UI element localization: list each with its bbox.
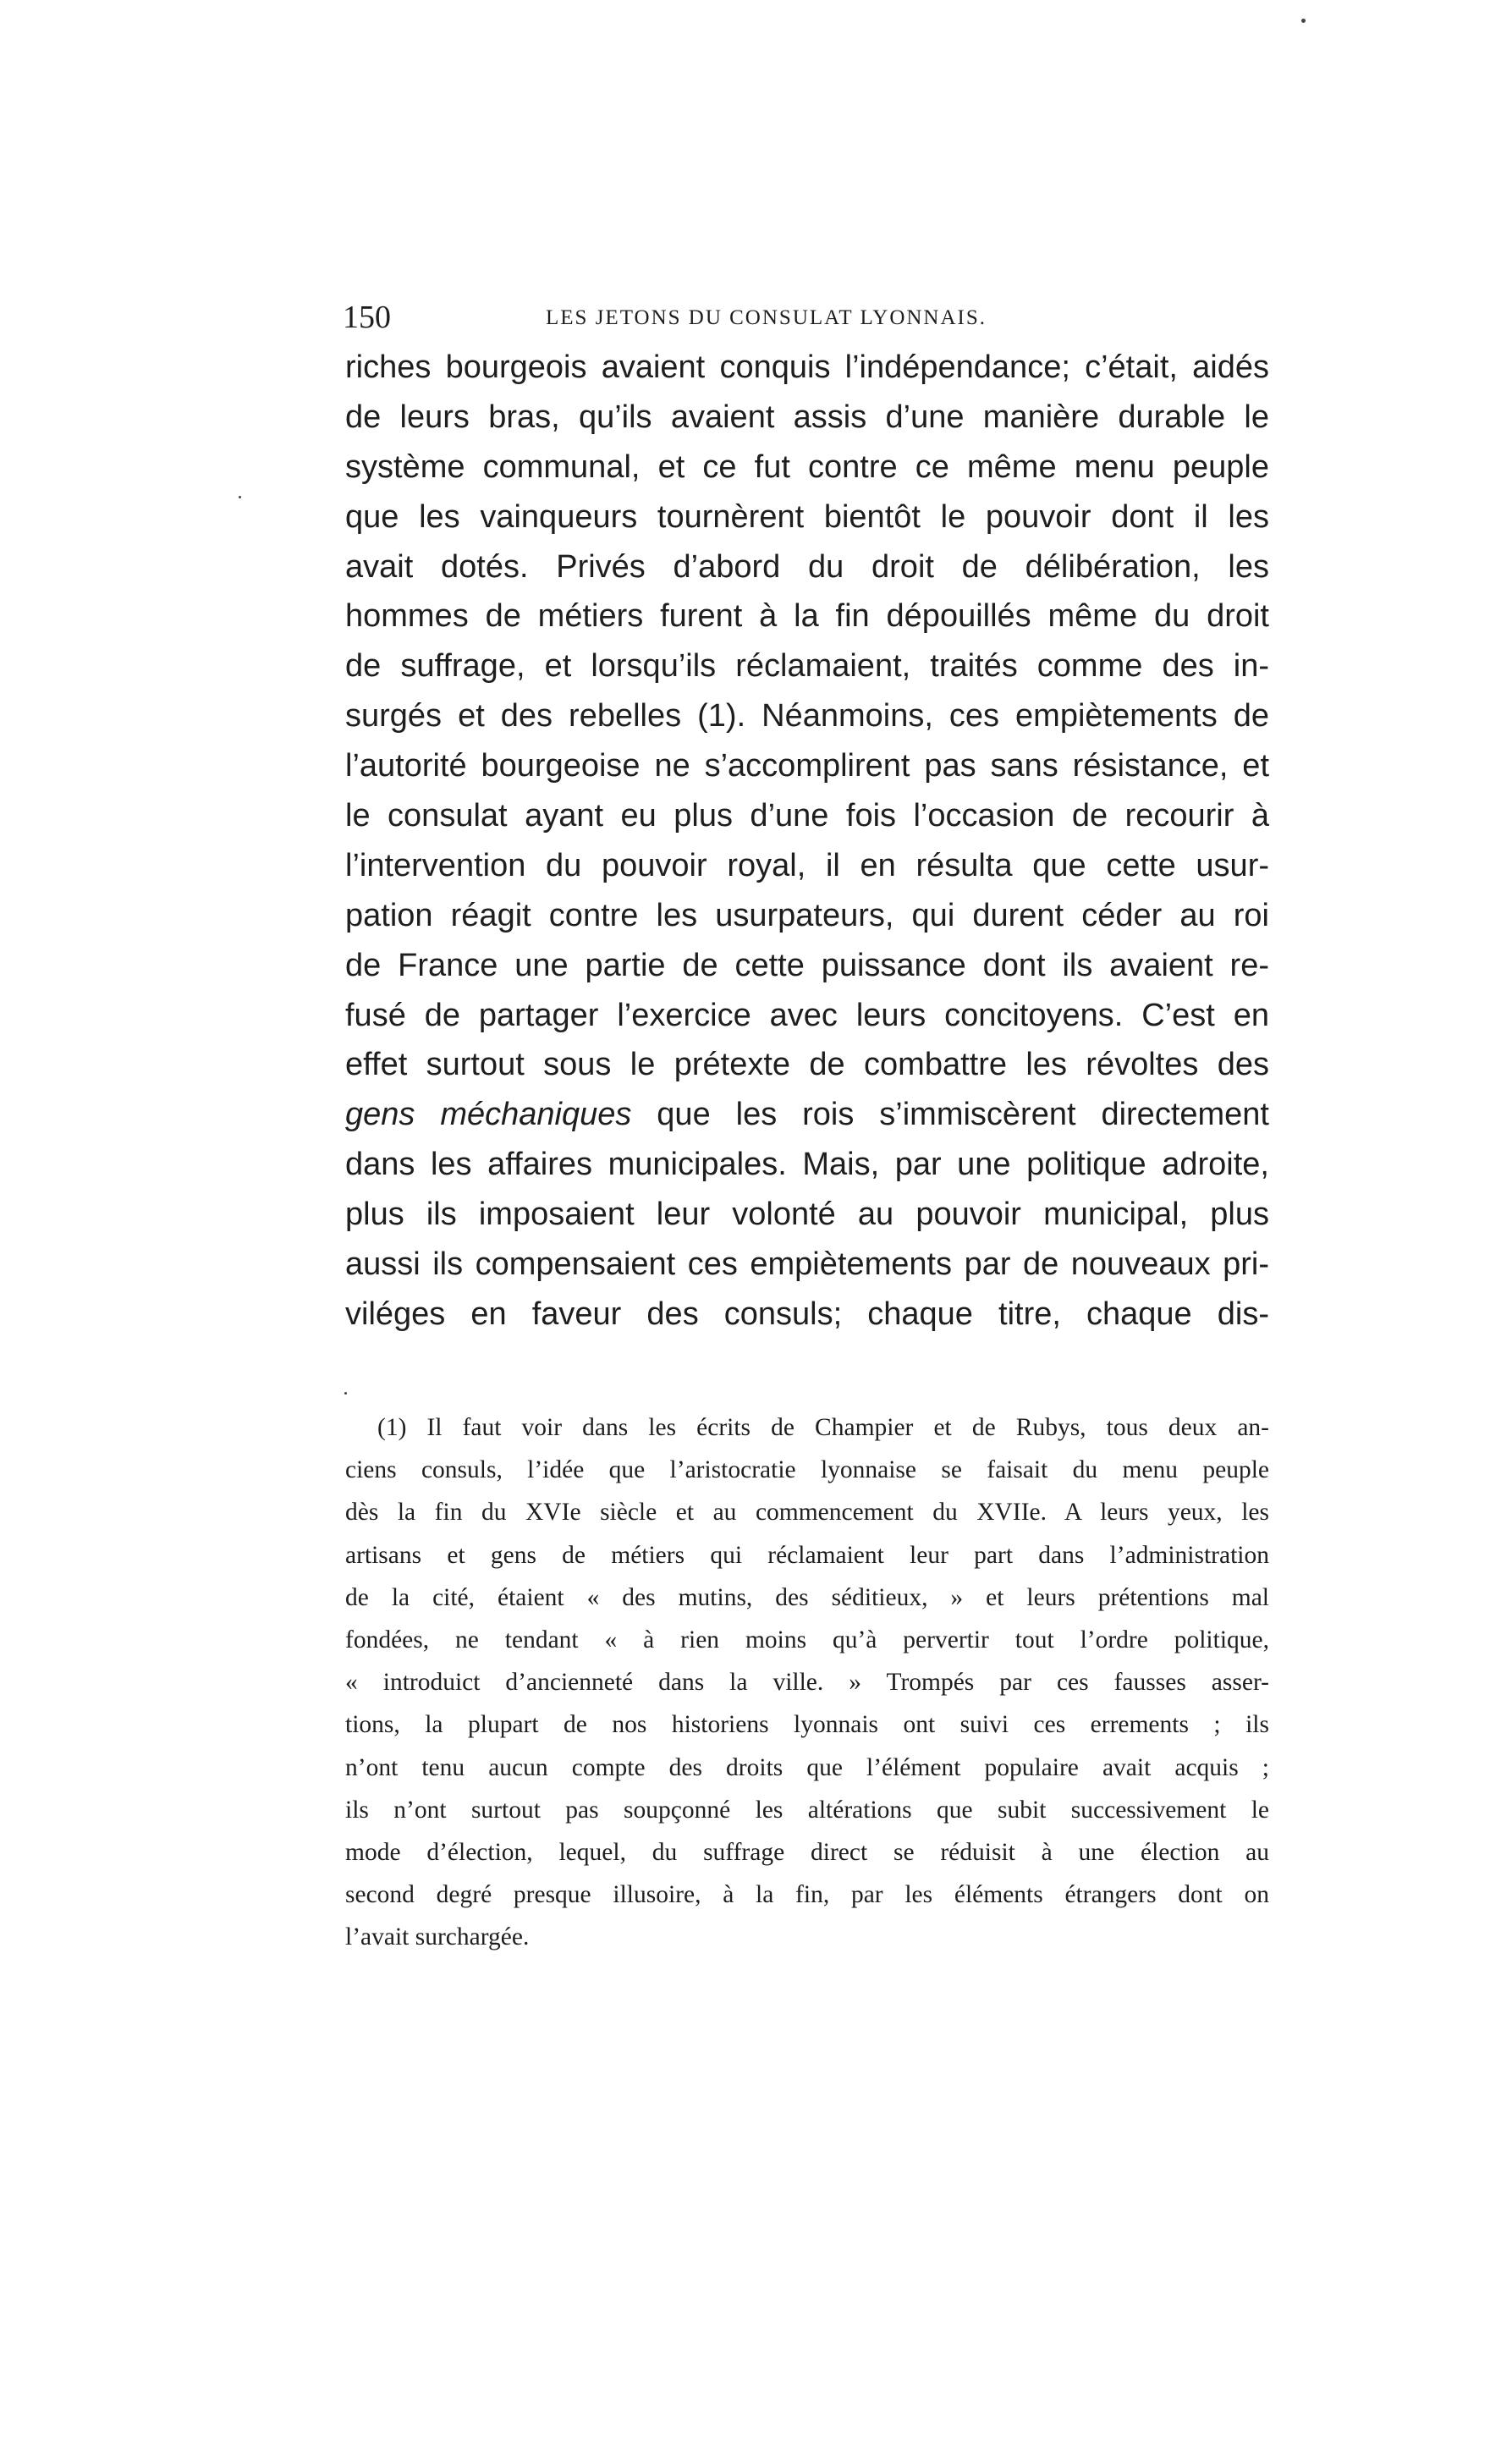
- footnote-line: tions, la plupart de nos historiens lyonnais ont suivi ces errements ; ils: [345, 1711, 1269, 1739]
- scan-speck: [239, 496, 241, 498]
- body-line-with-italic: [345, 1090, 1269, 1140]
- running-head: [343, 296, 1269, 338]
- footnote-line: (1) Il faut voir dans les écrits de Champier et de Rubys, tous deux an-: [377, 1414, 1269, 1441]
- footnote-line: ils n’ont surtout pas soupçonné les altérations que subit successivement le: [345, 1796, 1269, 1824]
- body-line: surgés et des rebelles (1). Néanmoins, ces empiètements de: [345, 698, 1269, 735]
- footnote-line: artisans et gens de métiers qui réclamaient leur part dans l’administration: [345, 1541, 1269, 1569]
- body-line: de France une partie de cette puissance dont ils avaient re-: [345, 947, 1269, 983]
- footnote-line: l’avait surchargée.: [345, 1923, 530, 1951]
- footnote-line: dès la fin du XVIe siècle et au commencement du XVIIe. A leurs yeux, les: [345, 1499, 1269, 1527]
- body-line: dans les affaires municipales. Mais, par une politique adroite,: [345, 1147, 1269, 1183]
- body-line: riches bourgeois avaient conquis l’indépendance; c’était, aidés: [345, 349, 1269, 385]
- footnote-line: mode d’élection, lequel, du suffrage direct se réduisit à une élection au: [345, 1838, 1269, 1866]
- body-paragraph: [345, 343, 1269, 1340]
- footnote-line: de la cité, étaient « des mutins, des séditieux, » et leurs prétentions mal: [345, 1583, 1269, 1611]
- footnote-line: « introduict d’ancienneté dans la ville. » Trompés par ces fausses asser-: [345, 1669, 1269, 1697]
- body-line: système communal, et ce fut contre ce même menu peuple: [345, 448, 1269, 485]
- body-line: que les vainqueurs tournèrent bientôt le pouvoir dont il les: [345, 498, 1269, 535]
- body-line: avait dotés. Privés d’abord du droit de délibération, les: [345, 548, 1269, 585]
- footnote-line: fondées, ne tendant « à rien moins qu’à pervertir tout l’ordre politique,: [345, 1626, 1269, 1653]
- body-line: pation réagit contre les usurpateurs, qui durent céder au roi: [345, 897, 1269, 933]
- body-line: de leurs bras, qu’ils avaient assis d’une manière durable le: [345, 399, 1269, 435]
- footnote: [345, 1406, 1269, 1958]
- scan-speck: [344, 1392, 347, 1395]
- italic-phrase: gens méchaniques: [345, 1097, 632, 1133]
- body-line-rest: que les rois s’immiscèrent directement: [657, 1097, 1269, 1133]
- footnote-line: ciens consuls, l’idée que l’aristocratie lyonnaise se faisait du menu peuple: [345, 1456, 1269, 1484]
- footnote-line: second degré presque illusoire, à la fin, par les éléments étrangers dont on: [345, 1881, 1269, 1909]
- page-number: 150: [343, 300, 391, 335]
- running-title: LES JETONS DU CONSULAT LYONNAIS.: [546, 306, 987, 329]
- body-line: de suffrage, et lorsqu’ils réclamaient, traités comme des in-: [345, 648, 1269, 685]
- body-line: l’intervention du pouvoir royal, il en résulta que cette usur-: [345, 847, 1269, 883]
- body-line: l’autorité bourgeoise ne s’accomplirent pas sans résistance, et: [345, 748, 1269, 784]
- scan-speck: [1301, 19, 1306, 23]
- body-line: fusé de partager l’exercice avec leurs concitoyens. C’est en: [345, 997, 1269, 1033]
- body-line: viléges en faveur des consuls; chaque titre, chaque dis-: [345, 1296, 1269, 1332]
- body-line: aussi ils compensaient ces empiètements par de nouveaux pri-: [345, 1246, 1269, 1283]
- body-line: plus ils imposaient leur volonté au pouvoir municipal, plus: [345, 1197, 1269, 1233]
- body-line: effet surtout sous le prétexte de combattre les révoltes des: [345, 1047, 1269, 1083]
- body-line: le consulat ayant eu plus d’une fois l’occasion de recourir à: [345, 798, 1269, 834]
- footnote-line: n’ont tenu aucun compte des droits que l’élément populaire avait acquis ;: [345, 1753, 1269, 1781]
- body-line: hommes de métiers furent à la fin dépouillés même du droit: [345, 598, 1269, 635]
